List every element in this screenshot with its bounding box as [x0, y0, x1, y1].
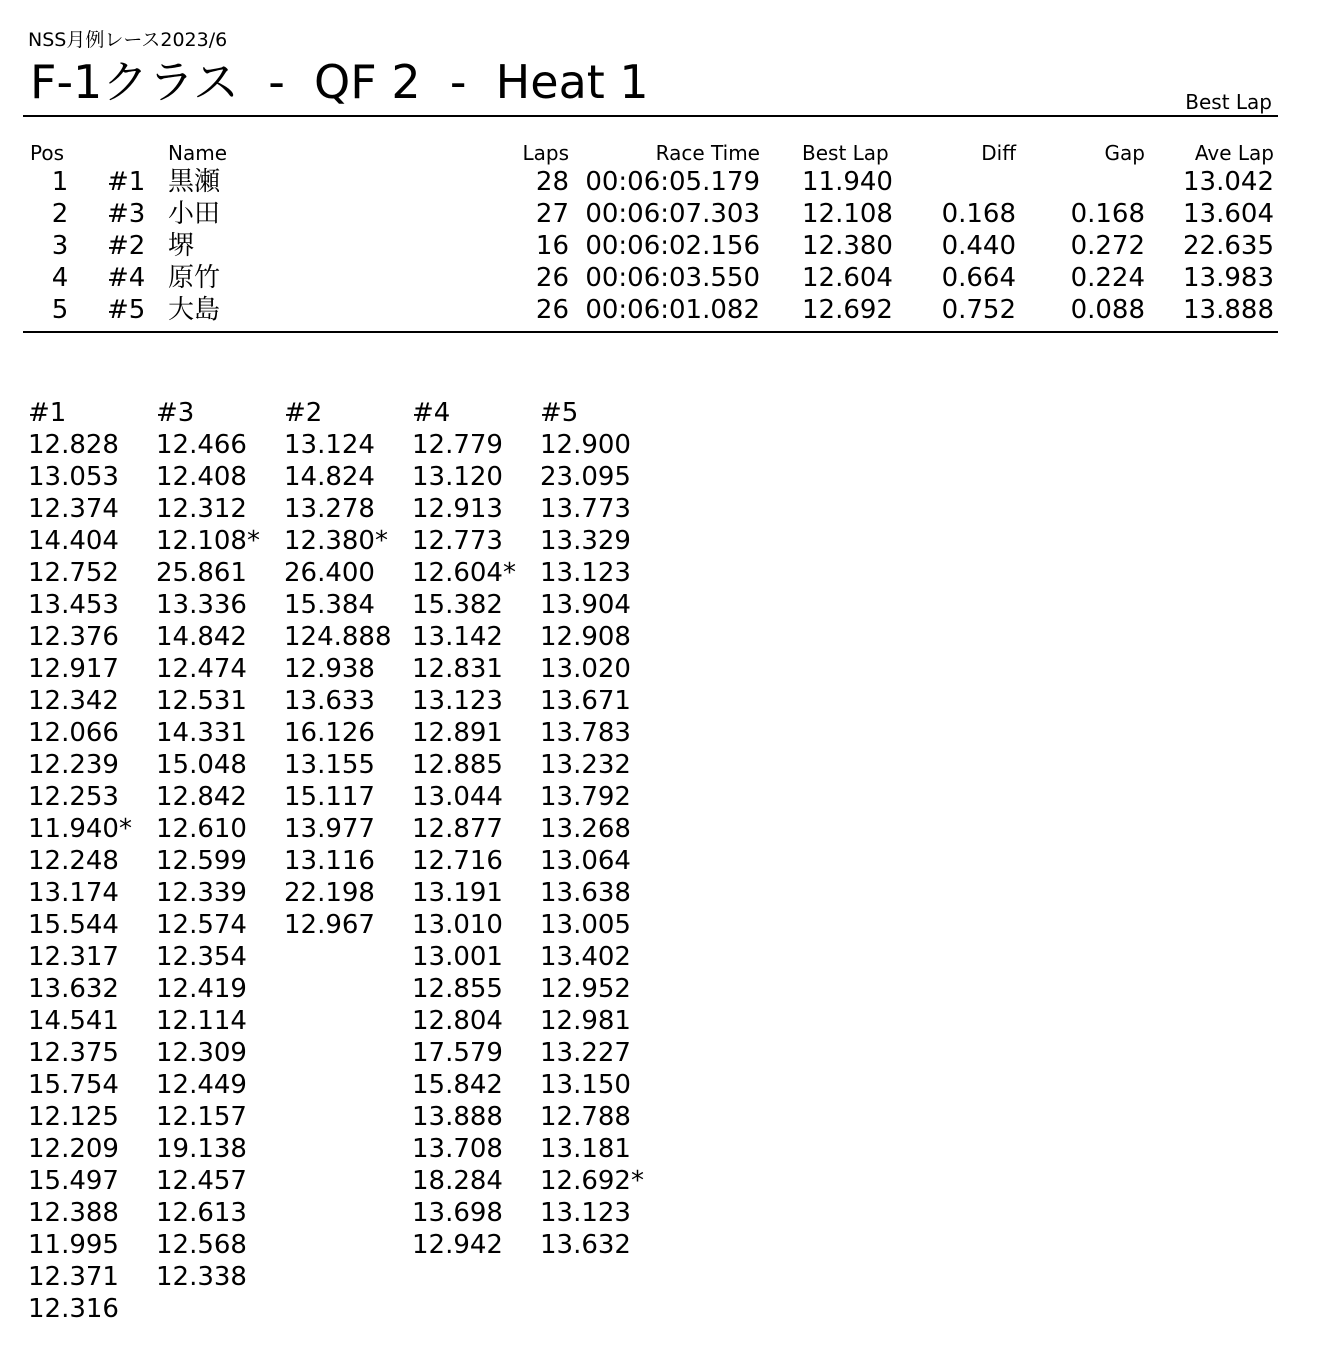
- col-header-ave-lap: Ave Lap: [1194, 141, 1274, 165]
- result-laps: 16: [535, 231, 569, 261]
- lap-column-car-number: #2: [284, 398, 323, 428]
- result-race-time: 00:06:03.550: [585, 263, 760, 293]
- col-header-pos: Pos: [30, 141, 65, 165]
- lap-time: 13.792: [540, 782, 631, 812]
- lap-time: 13.150: [540, 1070, 631, 1100]
- lap-time: 12.773: [412, 526, 503, 556]
- lap-time: 13.402: [540, 942, 631, 972]
- lap-time: 13.453: [28, 590, 119, 620]
- result-diff: 0.752: [941, 295, 1016, 325]
- lap-time: 12.942: [412, 1230, 503, 1260]
- result-car-number: #4: [107, 263, 146, 293]
- lap-time: 13.142: [412, 622, 503, 652]
- lap-time: 12.317: [28, 942, 119, 972]
- lap-time: 22.198: [284, 878, 375, 908]
- lap-time: 13.671: [540, 686, 631, 716]
- lap-time: 12.474: [156, 654, 247, 684]
- result-pos: 4: [51, 263, 69, 293]
- lap-time: 12.371: [28, 1262, 119, 1292]
- lap-time: 12.066: [28, 718, 119, 748]
- result-best-lap: 12.604: [802, 263, 893, 293]
- result-driver-name: 黒瀬: [168, 167, 221, 197]
- col-header-race-time: Race Time: [655, 141, 760, 165]
- lap-time: 13.116: [284, 846, 375, 876]
- lap-time: 12.981: [540, 1006, 631, 1036]
- lap-time: 12.913: [412, 494, 503, 524]
- lap-time: 12.938: [284, 654, 375, 684]
- lap-time: 12.380*: [284, 526, 388, 556]
- lap-time: 12.610: [156, 814, 247, 844]
- result-best-lap: 12.108: [802, 199, 893, 229]
- lap-time: 11.940*: [28, 814, 132, 844]
- lap-time: 13.336: [156, 590, 247, 620]
- lap-time: 12.692*: [540, 1166, 644, 1196]
- lap-time: 13.124: [284, 430, 375, 460]
- result-gap: 0.088: [1070, 295, 1145, 325]
- lap-time: 12.312: [156, 494, 247, 524]
- lap-time: 12.752: [28, 558, 119, 588]
- lap-time: 12.842: [156, 782, 247, 812]
- result-race-time: 00:06:07.303: [585, 199, 760, 229]
- lap-time: 12.967: [284, 910, 375, 940]
- results-row: [0, 230, 1317, 262]
- col-header-best-lap: Best Lap: [802, 141, 889, 165]
- lap-time: 12.804: [412, 1006, 503, 1036]
- lap-time: 12.157: [156, 1102, 247, 1132]
- lap-time: 13.232: [540, 750, 631, 780]
- result-laps: 26: [535, 295, 569, 325]
- lap-time: 14.824: [284, 462, 375, 492]
- lap-time: 12.599: [156, 846, 247, 876]
- lap-column-car-number: #5: [540, 398, 579, 428]
- result-driver-name: 小田: [168, 199, 221, 229]
- col-header-laps: Laps: [522, 141, 569, 165]
- results-row: [0, 198, 1317, 230]
- lap-time: 12.891: [412, 718, 503, 748]
- result-pos: 3: [51, 231, 69, 261]
- result-gap: 0.272: [1070, 231, 1145, 261]
- bottom-rule: [23, 331, 1278, 333]
- lap-time: 12.900: [540, 430, 631, 460]
- results-row: [0, 294, 1317, 326]
- lap-time: 13.633: [284, 686, 375, 716]
- page-title: F-1クラス - QF 2 - Heat 1: [30, 55, 649, 109]
- result-gap: 0.224: [1070, 263, 1145, 293]
- results-row: [0, 166, 1317, 198]
- result-ave-lap: 22.635: [1183, 231, 1274, 261]
- lap-time: 12.342: [28, 686, 119, 716]
- lap-time: 12.531: [156, 686, 247, 716]
- lap-time: 12.908: [540, 622, 631, 652]
- lap-time: 12.354: [156, 942, 247, 972]
- lap-time: 13.904: [540, 590, 631, 620]
- lap-times-grid: [28, 397, 668, 1325]
- lap-time: 13.053: [28, 462, 119, 492]
- lap-time: 14.404: [28, 526, 119, 556]
- lap-time: 15.384: [284, 590, 375, 620]
- lap-time: 12.339: [156, 878, 247, 908]
- lap-time: 12.108*: [156, 526, 260, 556]
- lap-column: [412, 397, 540, 1325]
- lap-time: 13.227: [540, 1038, 631, 1068]
- col-header-name: Name: [168, 141, 228, 165]
- lap-column-car-number: #3: [156, 398, 195, 428]
- lap-time: 25.861: [156, 558, 247, 588]
- lap-time: 12.568: [156, 1230, 247, 1260]
- result-ave-lap: 13.604: [1183, 199, 1274, 229]
- lap-time: 12.408: [156, 462, 247, 492]
- top-rule: [23, 115, 1278, 117]
- lap-time: 12.388: [28, 1198, 119, 1228]
- lap-time: 12.828: [28, 430, 119, 460]
- lap-time: 12.419: [156, 974, 247, 1004]
- lap-time: 12.613: [156, 1198, 247, 1228]
- lap-time: 15.754: [28, 1070, 119, 1100]
- lap-time: 12.253: [28, 782, 119, 812]
- lap-time: 13.783: [540, 718, 631, 748]
- lap-time: 13.632: [28, 974, 119, 1004]
- lap-time: 12.466: [156, 430, 247, 460]
- result-diff: 0.168: [941, 199, 1016, 229]
- lap-time: 13.174: [28, 878, 119, 908]
- event-subtitle: NSS月例レース2023/6: [28, 29, 228, 51]
- result-car-number: #1: [107, 167, 146, 197]
- result-laps: 27: [535, 199, 569, 229]
- lap-time: 13.005: [540, 910, 631, 940]
- col-header-diff: Diff: [981, 141, 1016, 165]
- result-race-time: 00:06:01.082: [585, 295, 760, 325]
- lap-time: 15.117: [284, 782, 375, 812]
- lap-time: 13.123: [540, 558, 631, 588]
- best-lap-caption: Best Lap: [1185, 90, 1272, 114]
- lap-time: 14.331: [156, 718, 247, 748]
- lap-time: 26.400: [284, 558, 375, 588]
- lap-time: 13.191: [412, 878, 503, 908]
- lap-column-car-number: #4: [412, 398, 451, 428]
- lap-time: 13.888: [412, 1102, 503, 1132]
- lap-time: 12.779: [412, 430, 503, 460]
- lap-time: 12.877: [412, 814, 503, 844]
- lap-time: 13.155: [284, 750, 375, 780]
- result-pos: 2: [51, 199, 69, 229]
- lap-time: 13.120: [412, 462, 503, 492]
- lap-time: 12.125: [28, 1102, 119, 1132]
- lap-time: 13.181: [540, 1134, 631, 1164]
- lap-time: 13.773: [540, 494, 631, 524]
- result-laps: 28: [535, 167, 569, 197]
- lap-time: 12.248: [28, 846, 119, 876]
- lap-time: 15.497: [28, 1166, 119, 1196]
- lap-time: 13.010: [412, 910, 503, 940]
- result-diff: 0.664: [941, 263, 1016, 293]
- lap-time: 19.138: [156, 1134, 247, 1164]
- lap-time: 15.842: [412, 1070, 503, 1100]
- result-ave-lap: 13.042: [1183, 167, 1274, 197]
- lap-time: 12.375: [28, 1038, 119, 1068]
- result-diff: 0.440: [941, 231, 1016, 261]
- lap-column: [28, 397, 156, 1325]
- lap-time: 13.123: [540, 1198, 631, 1228]
- lap-time: 13.268: [540, 814, 631, 844]
- lap-time: 12.376: [28, 622, 119, 652]
- lap-time: 12.831: [412, 654, 503, 684]
- lap-time: 12.374: [28, 494, 119, 524]
- lap-time: 16.126: [284, 718, 375, 748]
- lap-time: 13.020: [540, 654, 631, 684]
- lap-column: [156, 397, 284, 1325]
- lap-time: 13.278: [284, 494, 375, 524]
- lap-time: 13.329: [540, 526, 631, 556]
- result-best-lap: 12.692: [802, 295, 893, 325]
- results-body: [0, 166, 1317, 326]
- results-table: [0, 140, 1317, 326]
- lap-time: 12.457: [156, 1166, 247, 1196]
- result-race-time: 00:06:05.179: [585, 167, 760, 197]
- result-best-lap: 11.940: [802, 167, 893, 197]
- lap-time: 13.064: [540, 846, 631, 876]
- result-race-time: 00:06:02.156: [585, 231, 760, 261]
- results-row: [0, 262, 1317, 294]
- lap-time: 17.579: [412, 1038, 503, 1068]
- result-best-lap: 12.380: [802, 231, 893, 261]
- result-laps: 26: [535, 263, 569, 293]
- lap-time: 13.001: [412, 942, 503, 972]
- lap-column: [540, 397, 668, 1325]
- lap-time: 13.632: [540, 1230, 631, 1260]
- result-pos: 5: [51, 295, 69, 325]
- lap-time: 13.708: [412, 1134, 503, 1164]
- lap-time: 12.209: [28, 1134, 119, 1164]
- lap-time: 12.449: [156, 1070, 247, 1100]
- lap-time: 13.638: [540, 878, 631, 908]
- lap-time: 11.995: [28, 1230, 119, 1260]
- lap-time: 12.316: [28, 1294, 119, 1324]
- lap-time: 12.239: [28, 750, 119, 780]
- lap-time: 12.338: [156, 1262, 247, 1292]
- lap-time: 12.885: [412, 750, 503, 780]
- lap-time: 15.382: [412, 590, 503, 620]
- result-car-number: #5: [107, 295, 146, 325]
- lap-time: 12.604*: [412, 558, 516, 588]
- lap-time: 13.123: [412, 686, 503, 716]
- lap-time: 12.716: [412, 846, 503, 876]
- result-driver-name: 堺: [168, 231, 195, 261]
- lap-column-car-number: #1: [28, 398, 67, 428]
- lap-time: 14.842: [156, 622, 247, 652]
- lap-time: 23.095: [540, 462, 631, 492]
- lap-time: 12.855: [412, 974, 503, 1004]
- lap-time: 124.888: [284, 622, 392, 652]
- col-header-gap: Gap: [1104, 141, 1145, 165]
- lap-time: 15.048: [156, 750, 247, 780]
- lap-time: 12.917: [28, 654, 119, 684]
- lap-time: 12.309: [156, 1038, 247, 1068]
- result-driver-name: 大島: [168, 295, 221, 325]
- result-gap: 0.168: [1070, 199, 1145, 229]
- lap-time: 12.574: [156, 910, 247, 940]
- lap-column: [284, 397, 412, 1325]
- lap-time: 18.284: [412, 1166, 503, 1196]
- result-pos: 1: [51, 167, 69, 197]
- lap-time: 14.541: [28, 1006, 119, 1036]
- result-ave-lap: 13.888: [1183, 295, 1274, 325]
- lap-time: 15.544: [28, 910, 119, 940]
- lap-time: 13.044: [412, 782, 503, 812]
- lap-time: 12.114: [156, 1006, 247, 1036]
- lap-time: 13.977: [284, 814, 375, 844]
- lap-time: 12.788: [540, 1102, 631, 1132]
- result-car-number: #2: [107, 231, 146, 261]
- result-car-number: #3: [107, 199, 146, 229]
- lap-time: 12.952: [540, 974, 631, 1004]
- results-header-row: [0, 140, 1317, 166]
- lap-time: 13.698: [412, 1198, 503, 1228]
- result-ave-lap: 13.983: [1183, 263, 1274, 293]
- result-driver-name: 原竹: [168, 263, 221, 293]
